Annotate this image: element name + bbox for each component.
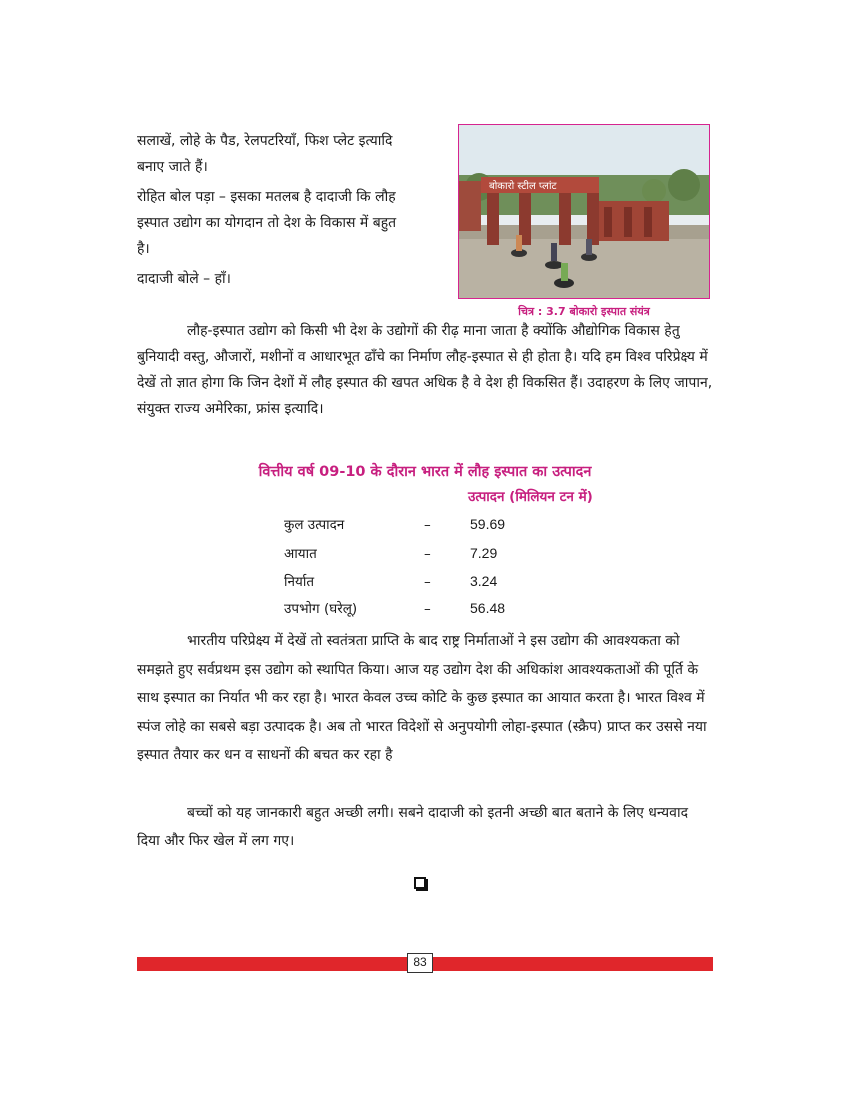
- row-label: आयात: [284, 546, 317, 562]
- row-label: उपभोग (घरेलू): [284, 601, 358, 617]
- bokaro-plant-photo: [458, 124, 710, 299]
- row-dash: –: [424, 574, 431, 590]
- row-value: 7.29: [470, 545, 498, 561]
- paragraph-children-conclusion: बच्चों को यह जानकारी बहुत अच्छी लगी। सबने दादाजी को इतनी अच्छी बात बताने के लिए धन्यवाद दिया और फिर खेल में लग गए।: [137, 805, 689, 849]
- table-row: [284, 512, 505, 536]
- figure-caption: चित्र : 3.7 बोकारो इस्पात संयंत्र: [518, 305, 650, 318]
- table-row: [284, 541, 497, 565]
- intro-text: [137, 128, 453, 292]
- intro-line: रोहित बोल पड़ा – इसका मतलब है दादाजी कि लौह: [137, 189, 396, 205]
- gate-sign: बोकारो स्टील प्लांट: [489, 181, 557, 192]
- intro-line: बनाए जाते हैं।: [137, 159, 208, 175]
- intro-line: है।: [137, 241, 150, 257]
- intro-line: दादाजी बोले – हाँ।: [137, 271, 231, 287]
- row-dash: –: [424, 601, 431, 617]
- paragraph-steel-importance: लौह-इस्पात उद्योग को किसी भी देश के उद्योगों की रीढ़ माना जाता है क्योंकि औद्योगिक विकास हेतु बुनियादी वस्तु, औजारों, मशीनों व आधारभूत ढाँचे का निर्माण लौह-इस्पात से ही होता है। यदि हम विश्व परिप्रेक्ष्य में देखें तो ज्ञात होगा कि जिन देशों में लौह इस्पात की खपत अधिक है वे देश ही विकसित हैं। उदाहरण के लिए जापान, संयुक्त राज्य अमेरिका, फ्रांस इत्यादि।: [137, 323, 713, 417]
- row-value: 3.24: [470, 573, 498, 589]
- row-value: 59.69: [470, 516, 506, 532]
- end-of-section-mark: [414, 877, 426, 889]
- table-row: [284, 569, 497, 593]
- row-label: कुल उत्पादन: [284, 517, 345, 533]
- row-value: 56.48: [470, 600, 506, 616]
- row-label: निर्यात: [284, 574, 315, 590]
- paragraph-indian-perspective: भारतीय परिप्रेक्ष्य में देखें तो स्वतंत्रता प्राप्ति के बाद राष्ट्र निर्माताओं ने इस उद्योग की आवश्यकता को समझते हुए सर्वप्रथम इस उद्योग को स्थापित किया। आज यह उद्योग देश की अधिकांश आवश्यकताओं की पूर्ति के साथ इस्पात का निर्यात भी कर रहा है। भारत केवल उच्च कोटि के कुछ इस्पात का आयात करता है। भारत विश्व में स्पंज लोहे का सबसे बड़ा उत्पादक है। अब तो भारत विदेशों से अनुपयोगी लोहा-इस्पात (स्क्रैप) प्राप्त कर उससे नया इस्पात तैयार कर धन व साधनों की बचत कर रहा है: [137, 633, 707, 763]
- intro-line: इस्पात उद्योग का योगदान तो देश के विकास में बहुत: [137, 215, 397, 231]
- row-dash: –: [424, 546, 431, 562]
- production-table-title: वित्तीय वर्ष 09-10 के दौरान भारत में लौह इस्पात का उत्पादन: [258, 464, 592, 480]
- row-dash: –: [424, 517, 431, 533]
- gate-illustration: [459, 125, 709, 298]
- page-number: 83: [407, 953, 433, 973]
- production-unit-label: उत्पादन (मिलियन टन में): [468, 489, 593, 505]
- table-row: [284, 596, 505, 620]
- intro-line: सलाखें, लोहे के पैड, रेलपटरियाँ, फिश प्लेट इत्यादि: [137, 133, 393, 149]
